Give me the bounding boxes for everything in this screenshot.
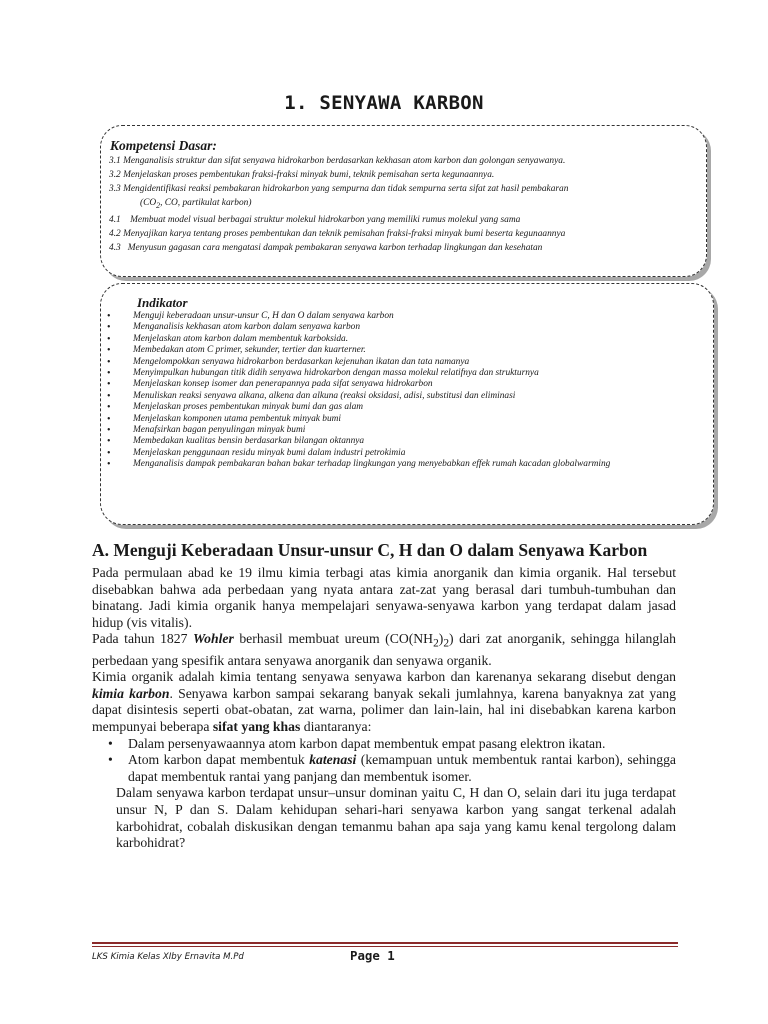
indikator-item: • Menuliskan reaksi senyawa alkana, alkena dan alkuna (reaksi oksidasi, adisi, substitusi dan eliminasi xyxy=(107,391,697,402)
indikator-item: • Menganalisis dampak pembakaran bahan bakar terhadap lingkungan yang menyebabkan effek rumah kacadan globalwarming xyxy=(107,459,697,470)
term-sifat-khas: sifat yang khas xyxy=(212,719,301,735)
kd-item: 4.1 Membuat model visual berbagai struktur molekul hidrokarbon yang memiliki rumus molekul yang sama xyxy=(109,214,521,225)
indikator-item: • Menjelaskan konsep isomer dan penerapannya pada sifat senyawa hidrokarbon xyxy=(107,379,697,390)
paragraph-wohler: Pada tahun 1827 Wohler berhasil membuat ureum $(CO(NH_2)_2)$ dari zat anorganik, sehingga hilanglah perbedaan yang spesifik antara senyawa anorganik dan senyawa organik. xyxy=(92,631,676,668)
sifat-list xyxy=(92,736,676,786)
indikator-item: • Membedakan kualitas bensin berdasarkan bilangan oktannya xyxy=(107,436,697,447)
indikator-item: • Menyimpulkan hubungan titik didih senyawa hidrokarbon dengan massa molekul relatifnya dan strukturnya xyxy=(107,368,697,379)
indikator-item: • Menguji keberadaan unsur-unsur C, H dan O dalam senyawa karbon xyxy=(107,311,697,322)
term-katenasi: katenasi xyxy=(309,752,357,768)
footer-rule-thin xyxy=(92,946,678,947)
indikator-item: • Mengelompokkan senyawa hidrokarbon berdasarkan kejenuhan ikatan dan tata namanya xyxy=(107,357,697,368)
kd-item: 3.3 Mengidentifikasi reaksi pembakaran hidrokarbon yang sempurna dan tidak sempurna serta sifat zat hasil pembakaran xyxy=(109,184,569,194)
indikator-box xyxy=(100,283,714,525)
page-title: 1. SENYAWA KARBON xyxy=(284,92,484,114)
term-kimia-karbon: kimia karbon xyxy=(92,685,170,701)
footer-rule xyxy=(92,942,678,944)
kd-item-continuation: ($CO_2$, CO, partikulat karbon) xyxy=(140,198,252,210)
footer-credit: LKS Kimia Kelas XIby Ernavita M.Pd xyxy=(92,952,244,962)
indikator-item: • Menjelaskan komponen utama pembentuk minyak bumi xyxy=(107,414,697,425)
kompetensi-dasar-list xyxy=(109,154,709,255)
kd-item: 3.2 Menjelaskan proses pembentukan fraksi-fraksi minyak bumi, teknik pemisahan serta kegunaannya. xyxy=(109,170,495,180)
indikator-list xyxy=(107,311,697,471)
kompetensi-dasar-heading: Kompetensi Dasar: xyxy=(110,138,217,153)
indikator-item: • Menjelaskan proses pembentukan minyak bumi dan gas alam xyxy=(107,402,697,413)
kd-item: 4.2 Menyajikan karya tentang proses pembentukan dan teknik pemisahan fraksi-fraksi minyak bumi beserta kegunaannya xyxy=(109,228,566,239)
section-a-body xyxy=(92,565,676,852)
sifat-item: • Atom karbon dapat membentuk katenasi (kemampuan untuk membentuk rantai karbon), sehingga dapat membentuk rantai yang panjang dan membentuk isomer. xyxy=(92,752,676,785)
paragraph-intro: Pada permulaan abad ke 19 ilmu kimia terbagi atas kimia anorganik dan kimia organik. Hal tersebut disebabkan bahwa ada perbedaan yang nyata antara zat-zat yang berasal dari tumbuh-tumbuhan dan binatang. Jadi kimia organik hanya mempelajari senyawa-senyawa karbon yang terdapat dalam jasad hidup (vis vitalis). xyxy=(92,565,676,630)
indikator-item: • Menafsirkan bagan penyulingan minyak bumi xyxy=(107,425,697,436)
paragraph-karbohidrat: Dalam senyawa karbon terdapat unsur–unsur dominan yaitu C, H dan O, selain dari itu juga terdapat unsur N, P dan S. Dalam kehidupan sehari-hari senyawa karbon yang sangat terkenal adalah karbohidrat, cobalah diskusikan dengan temanmu bahan apa saja yang kamu kenal tergolong dalam karbohidrat? xyxy=(116,785,676,851)
section-a-heading: A. Menguji Keberadaan Unsur-unsur C, H dan O dalam Senyawa Karbon xyxy=(92,540,648,560)
wohler-name: Wohler xyxy=(192,631,234,647)
indikator-item: • Menjelaskan atom karbon dalam membentuk karboksida. xyxy=(107,334,697,345)
kd-item: 3.1 Menganalisis struktur dan sifat senyawa hidrokarbon berdasarkan kekhasan atom karbon dan golongan senyawanya. xyxy=(109,156,566,166)
page-number: Page 1 xyxy=(350,948,395,963)
kd-item: 4.3 Menyusun gagasan cara mengatasi dampak pembakaran senyawa karbon terhadap lingkungan dan kesehatan xyxy=(109,242,543,253)
sifat-item: • Dalam persenyawaannya atom karbon dapat membentuk empat pasang elektron ikatan. xyxy=(92,736,676,753)
indikator-item: • Menganalisis kekhasan atom karbon dalam senyawa karbon xyxy=(107,322,697,333)
kompetensi-dasar-box xyxy=(100,125,707,277)
paragraph-kimia-karbon: Kimia organik adalah kimia tentang senyawa senyawa karbon dan karenanya sekarang disebut dengan kimia karbon. Senyawa karbon sampai sekarang banyak sekali jumlahnya, karena banyaknya zat yang dapat disintesis seperti obat-obatan, zat warna, polimer dan lain-lain, hal ini disebabkan karena karbon mempunyai beberapa sifat yang khas diantaranya: xyxy=(92,669,676,735)
indikator-item: • Menjelaskan penggunaan residu minyak bumi dalam industri petrokimia xyxy=(107,448,697,459)
indikator-item: • Membedakan atom C primer, sekunder, tertier dan kuarterner. xyxy=(107,345,697,356)
indikator-heading: Indikator xyxy=(137,295,188,310)
